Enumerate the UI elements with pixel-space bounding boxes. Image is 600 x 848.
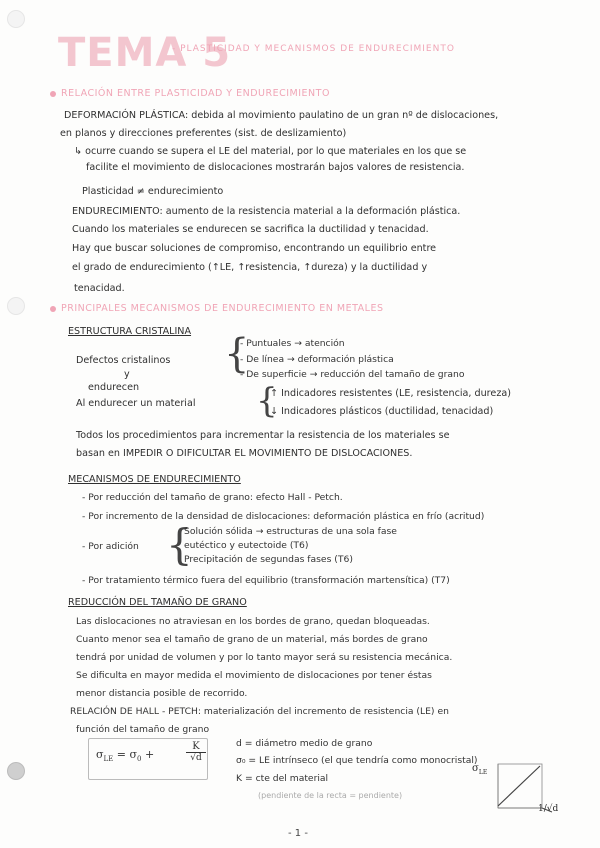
bullet-icon <box>50 306 56 312</box>
mechanism-item: - Por incremento de la densidad de dislocaciones: deformación plástica en frío (acritud) <box>82 511 485 522</box>
binder-hole <box>7 10 25 28</box>
subheading-estructura: ESTRUCTURA CRISTALINA <box>68 326 192 337</box>
adicion-item: Solución sólida → estructuras de una sola fase <box>184 526 397 537</box>
section-heading-text: PRINCIPALES MECANISMOS DE ENDURECIMIENTO EN METALES <box>61 303 384 314</box>
indicator-item: ↑ Indicadores resistentes (LE, resistencia, dureza) <box>270 388 511 399</box>
text-line: Cuando los materiales se endurecen se sacrifica la ductilidad y tenacidad. <box>72 224 429 235</box>
indicator-item: ↓ Indicadores plásticos (ductilidad, tenacidad) <box>270 406 494 417</box>
graph-y-subscript: LE <box>478 769 488 776</box>
definition-line: d = diámetro medio de grano <box>236 738 373 749</box>
fraction-numerator: K <box>186 741 206 753</box>
text-line: menor distancia posible de recorrido. <box>76 688 248 699</box>
text-line: Todos los procedimientos para incrementar la resistencia de los materiales se <box>76 430 450 441</box>
branch-item: - De superficie → reducción del tamaño de grano <box>240 369 465 380</box>
equals-sign: = <box>116 748 126 761</box>
text-line: ↳ ocurre cuando se supera el LE del material, por lo que materiales en los que se <box>74 146 467 157</box>
section-heading-mecanismos <box>50 303 384 314</box>
brace-icon: { <box>256 381 278 421</box>
text-line: ENDURECIMIENTO: aumento de la resistencia material a la deformación plástica. <box>72 206 461 217</box>
binder-hole <box>7 762 25 780</box>
adicion-item: eutéctico y eutectoide (T6) <box>184 540 309 551</box>
text-line: función del tamaño de grano <box>76 724 210 735</box>
defectos-label: Defectos cristalinos <box>76 355 171 366</box>
text-line: Se dificulta en mayor medida el movimiento de dislocaciones por tener éstas <box>76 670 432 681</box>
text-line: Cuanto menor sea el tamaño de grano de un material, más bordes de grano <box>76 634 428 645</box>
page-subtitle: - PLASTICIDAD Y MECANISMOS DE ENDURECIMIENTO <box>172 44 455 54</box>
text-line: en planos y direcciones preferentes (sist. de deslizamiento) <box>60 128 347 139</box>
text-line: Las dislocaciones no atraviesan en los bordes de grano, quedan bloqueadas. <box>76 616 430 627</box>
text-line: facilite el movimiento de dislocaciones mostrarán bajos valores de resistencia. <box>86 162 465 173</box>
fraction <box>186 741 206 763</box>
graph-y-label <box>472 763 487 776</box>
text-line: DEFORMACIÓN PLÁSTICA: debida al movimiento paulatino de un gran nº de dislocaciones, <box>64 110 499 121</box>
branch-item: - Puntuales → atención <box>240 338 345 349</box>
al-endurecer-label: Al endurecer un material <box>76 398 196 409</box>
mechanism-item: - Por tratamiento térmico fuera del equilibrio (transformación martensítica) (T7) <box>82 575 450 586</box>
brace-icon: { <box>224 331 250 377</box>
definition-note: (pendiente de la recta = pendiente) <box>258 791 403 800</box>
graph-x-label: 1/√d <box>538 804 559 814</box>
page-title: TEMA 5 <box>58 30 232 76</box>
fraction-denominator: √d <box>190 753 202 763</box>
definition-line: σ₀ = LE intrínseco (el que tendría como monocristal) <box>236 755 478 766</box>
text-line: basan en IMPEDIR O DIFICULTAR EL MOVIMIENTO DE DISLOCACIONES. <box>76 448 413 459</box>
definition-line: K = cte del material <box>236 773 329 784</box>
subheading-mecanismos: MECANISMOS DE ENDURECIMIENTO <box>68 474 241 485</box>
mechanism-item: - Por adición <box>82 541 139 552</box>
hall-petch-line <box>498 766 540 806</box>
graph-y-symbol: σ <box>472 763 479 774</box>
text-line: Hay que buscar soluciones de compromiso, encontrando un equilibrio entre <box>72 243 437 254</box>
binder-hole <box>7 297 25 315</box>
brace-icon: { <box>166 520 193 569</box>
text-line: el grado de endurecimiento (↑LE, ↑resistencia, ↑dureza) y la ductilidad y <box>72 262 428 273</box>
plus-sign: + <box>144 748 155 761</box>
sigma-symbol: σ <box>96 748 104 761</box>
text-line: tenacidad. <box>74 283 125 294</box>
hall-petch-formula <box>96 748 154 763</box>
subheading-reduccion: REDUCCIÓN DEL TAMAÑO DE GRANO <box>68 597 247 608</box>
text-line: RELACIÓN DE HALL - PETCH: materialización del incremento de resistencia (LE) en <box>70 706 449 717</box>
endurecen-label: endurecen <box>88 382 140 393</box>
text-line: Plasticidad ≠ endurecimiento <box>82 186 224 197</box>
text-line: tendrá por unidad de volumen y por lo tanto mayor será su resistencia mecánica. <box>76 652 453 663</box>
section-heading-text: RELACIÓN ENTRE PLASTICIDAD Y ENDURECIMIENTO <box>61 88 330 99</box>
bullet-icon <box>50 91 56 97</box>
mechanism-item: - Por reducción del tamaño de grano: efecto Hall - Petch. <box>82 492 343 503</box>
subscript: LE <box>103 755 114 764</box>
section-heading-relacion <box>50 88 330 99</box>
subscript: 0 <box>137 755 142 764</box>
adicion-item: Precipitación de segundas fases (T6) <box>184 554 353 565</box>
page-number: - 1 - <box>288 828 308 839</box>
branch-item: - De línea → deformación plástica <box>240 354 394 365</box>
and-label: y <box>124 369 130 380</box>
sigma-symbol: σ <box>129 748 138 761</box>
